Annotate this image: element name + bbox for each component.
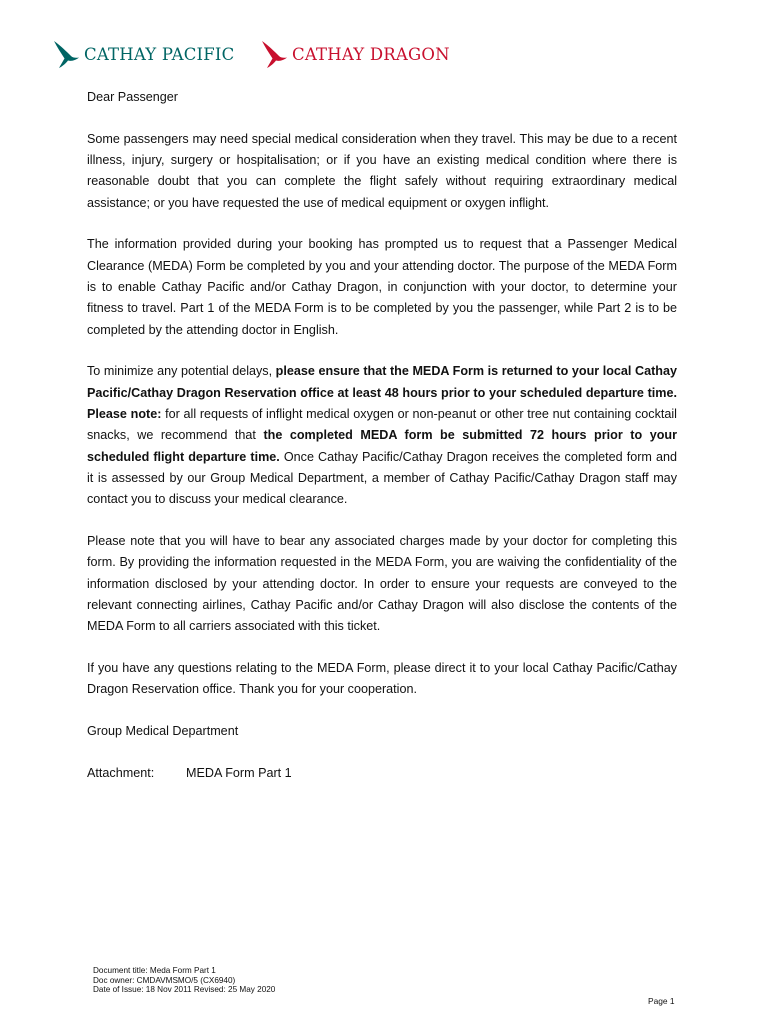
footer-doc-owner: Doc owner: CMDAVMSMO/5 (CX6940) bbox=[93, 975, 236, 985]
paragraph-questions: If you have any questions relating to the MEDA Form, please direct it to your local Cathay Pacific/Cathay Dragon Reservation office. Thank you for your cooperation. bbox=[87, 661, 677, 697]
deadline-text-2: for all requests of inflight medical oxygen or non-peanut or other tree nut containing cocktail snacks, we recommend that bbox=[87, 407, 677, 443]
paragraph-submission-deadline bbox=[87, 361, 677, 510]
cathay-pacific-logo bbox=[52, 38, 234, 70]
airline-logos bbox=[52, 38, 472, 70]
deadline-text-3: Once Cathay Pacific/Cathay Dragon receives the completed form and it is assessed by our Group Medical Department, a member of Cathay Pacific/Cathay Dragon staff may contact you to discuss your medical clearance. bbox=[87, 449, 677, 507]
cathay-dragon-brushwing-icon bbox=[260, 39, 288, 69]
cathay-dragon-wordmark: CATHAY DRAGON bbox=[292, 44, 450, 64]
signoff: Group Medical Department bbox=[87, 724, 239, 739]
letter-body bbox=[87, 87, 677, 784]
paragraph-charges-confidentiality: Please note that you will have to bear any associated charges made by your doctor for completing this form. By providing the information requested in the MEDA Form, you are waiving the confidentiality of the information disclosed by your attending doctor. In order to ensure your requests are conveyed to the relevant connecting airlines, Cathay Pacific and/or Cathay Dragon will also disclose the contents of the MEDA Form to all carriers associated with this ticket. bbox=[87, 534, 677, 634]
paragraph-medical-consideration: Some passengers may need special medical consideration when they travel. This may be due to a recent illness, injury, surgery or hospitalisation; or if you have an existing medical condition where there is reasonable doubt that you can complete the flight safely without requiring extraordinary medical assistance; or you have requested the use of medical equipment or oxygen inflight. bbox=[87, 131, 677, 210]
attachment-label: Attachment: bbox=[87, 765, 155, 780]
page-number: Page 1 bbox=[648, 996, 675, 1006]
document-footer bbox=[93, 966, 493, 995]
cathay-pacific-brushwing-icon bbox=[52, 39, 80, 69]
footer-issue-date: Date of Issue: 18 Nov 2011 Revised: 25 May 2020 bbox=[93, 985, 276, 995]
attachment-value: MEDA Form Part 1 bbox=[186, 765, 292, 780]
cathay-pacific-wordmark: CATHAY PACIFIC bbox=[84, 44, 235, 64]
cathay-dragon-logo bbox=[260, 38, 450, 70]
paragraph-meda-purpose: The information provided during your booking has prompted us to request that a Passenger Medical Clearance (MEDA) Form be completed by you and your attending doctor. The purpose of the MEDA Form is to enable Cathay Pacific and/or Cathay Dragon, in conjunction with your doctor, to determine your fitness to travel. Part 1 of the MEDA Form is to be completed by you the passenger, while Part 2 is to be completed by the attending doctor in English. bbox=[87, 237, 677, 337]
greeting: Dear Passenger bbox=[87, 90, 179, 104]
deadline-emphasis-72h: the completed MEDA form be submitted 72 hours prior to your scheduled flight departure time. bbox=[87, 428, 677, 464]
deadline-text-1: To minimize any potential delays, bbox=[87, 364, 276, 379]
deadline-emphasis-48h: please ensure that the MEDA Form is returned to your local Cathay Pacific/Cathay Dragon Reservation office at least 48 hours prior to your scheduled departure time. Please note: bbox=[87, 364, 677, 422]
attachment-line bbox=[87, 763, 677, 784]
footer-doc-title: Document title: Meda Form Part 1 bbox=[93, 966, 216, 975]
